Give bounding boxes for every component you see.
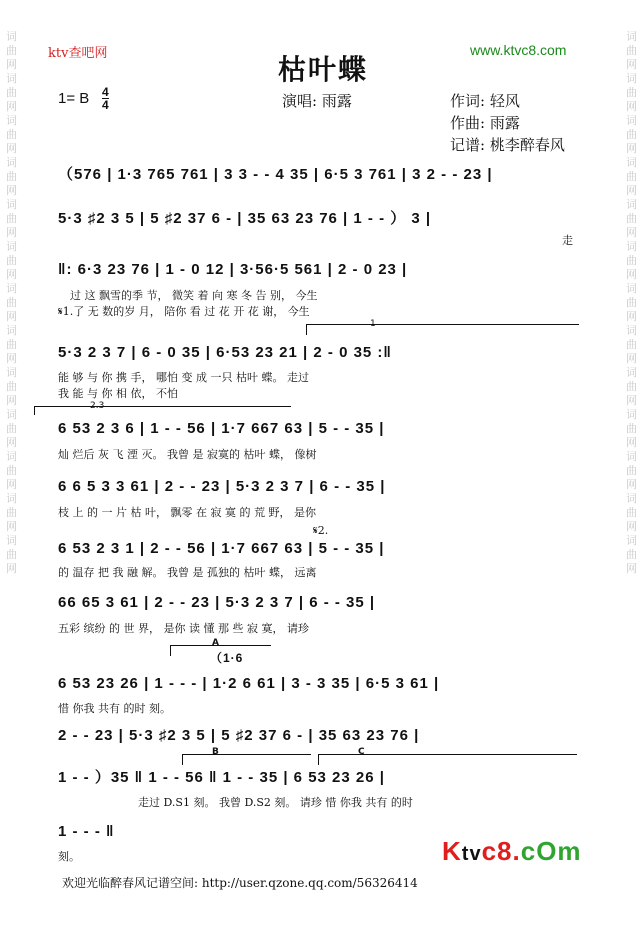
coda-c-label: C [358,747,365,757]
coda-c-bracket [318,754,577,765]
site-url-right: www.ktvc8.com [470,42,567,58]
notation-row-3: ‖: 6·3 23 76 | 1 - 0 12 | 3·56·5 561 | 2 - 0 23 | [58,261,408,278]
transcriber-credit: 记谱: 桃李醉春风 [450,136,565,154]
coda-a-label: A [212,638,219,648]
notation-row-11: 1 - - ）35 ‖ 1 - - 56 ‖ 1 - - 35 | 6 53 23 26 | [58,769,385,786]
volta-23-bracket [34,406,291,415]
notation-row-9: 6 53 23 26 | 1 - - - | 1·2 6 61 | 3 - 3 35 | 6·5 3 61 | [58,675,440,692]
lyric-row-3-line-1: 过 这 飘雪的季 节， 微笑 着 向 寒 冬 告 别， 今生 [70,289,318,302]
lyric-row-11-line-1: 走过 D.S1 刻。 我曾 D.S2 刻。 请珍 惜 你我 共有 的时 [138,796,413,809]
lyric-row-7-line-1: 的 温存 把 我 融 解。 我曾 是 孤独的 枯叶 蝶， 远离 [58,566,317,579]
notation-row-6: 6 6 5 3 3 61 | 2 - - 23 | 5·3 2 3 7 | 6 - - 35 | [58,478,386,495]
notation-row-8: 66 65 3 61 | 2 - - 23 | 5·3 2 3 7 | 6 - - 35 | [58,594,376,611]
notation-row-12: 1 - - - ‖ [58,823,115,840]
lyric-row-6-line-1: 枝 上 的 一 片 枯 叶， 飘零 在 寂 寞 的 荒 野， 是你 [58,506,316,519]
volta-1-bracket [306,324,579,335]
footer-url: 欢迎光临醉春风记谱空间: http://user.qzone.qq.com/56326414 [62,876,418,890]
notation-row-1: （576 | 1·3 765 761 | 3 3 - - 4 35 | 6·5 3 761 | 3 2 - - 23 | [58,166,493,183]
coda-b-label: B [212,747,219,757]
lyric-row-4-line-1: 能 够 与 你 携 手， 哪怕 变 成 一只 枯叶 蝶。 走过 [58,371,309,384]
notation-row-4: 5·3 2 3 7 | 6 - 0 35 | 6·53 23 21 | 2 - 0 35 :‖ [58,344,392,361]
lyric-row-3-line-2: 𝄋1.了 无 数的岁 月， 陪你 看 过 花 开 花 谢， 今生 [58,305,310,318]
time-signature [102,86,109,111]
notation-row-7: 6 53 2 3 1 | 2 - - 56 | 1·7 667 63 | 5 - - 35 | [58,540,385,557]
volta-1-label: 1 [370,319,376,329]
notation-row-10: 2 - - 23 | 5·3 ♯2 3 5 | 5 ♯2 37 6 - | 35 63 23 76 | [58,727,420,744]
notation-row-2: 5·3 ♯2 3 5 | 5 ♯2 37 6 - | 35 63 23 76 | 1 - - ） 3 | [58,210,432,227]
lyric-row-9-line-1: 惜 你我 共有 的时 刻。 [58,702,171,715]
segno-2-marker: 𝄋2. [313,524,329,537]
coda-b-bracket [182,754,311,765]
coda-a-paren: （1·6 [210,651,244,665]
volta-23-label: 2.3 [90,401,105,411]
composer-credit: 作曲: 雨露 [450,114,520,132]
ktvc8-logo [442,836,592,868]
site-name-left: ktv查吧网 [48,46,108,61]
logo-k: K [442,836,462,866]
lyric-row-2-line-1: 走 [562,234,573,247]
lyric-row-4-line-2: 我 能 与 你 相 依， 不怕 [58,387,178,400]
lyric-row-5-line-1: 灿 烂后 灰 飞 湮 灭。 我曾 是 寂寞的 枯叶 蝶， 像树 [58,448,317,461]
side-watermark-right: 词曲网词曲网词曲网词曲网词曲网词曲网词曲网词曲网词曲网词曲网词曲网词曲网词曲网 [626,30,637,575]
notation-row-5: 6 53 2 3 6 | 1 - - 56 | 1·7 667 63 | 5 - - 35 | [58,420,385,437]
singer-credit: 演唱: 雨露 [282,92,352,110]
logo-com: cOm [520,836,582,866]
side-watermark-left: 词曲网词曲网词曲网词曲网词曲网词曲网词曲网词曲网词曲网词曲网词曲网词曲网词曲网 [6,30,17,575]
lyric-row-12-line-1: 刻。 [58,850,80,863]
time-bottom: 4 [102,98,109,112]
song-title: 枯叶蝶 [278,53,369,86]
logo-tv: tv [461,843,482,865]
logo-c8: c8. [481,836,521,866]
lyricist-credit: 作词: 轻风 [450,92,520,110]
time-top: 4 [102,85,109,99]
key-signature: 1= B [58,90,90,107]
lyric-row-8-line-1: 五彩 缤纷 的 世 界， 是你 读 懂 那 些 寂 寞， 请珍 [58,622,309,635]
